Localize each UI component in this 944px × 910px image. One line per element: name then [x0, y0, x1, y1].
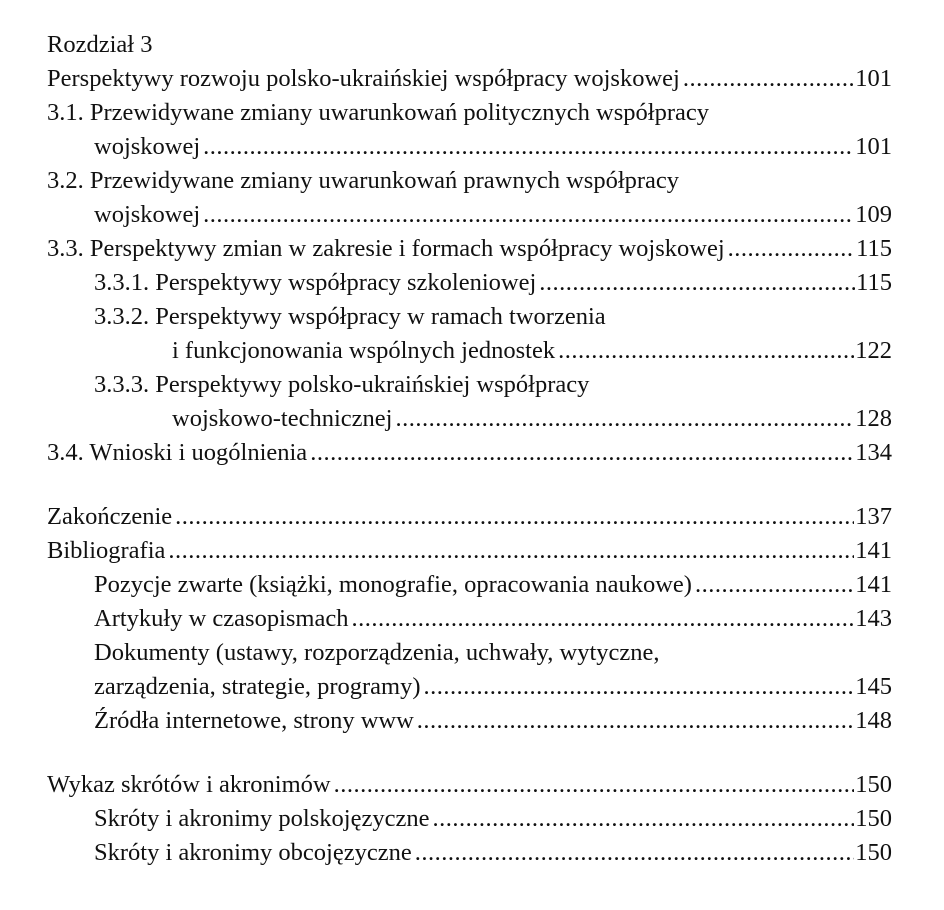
dot-leader [203, 198, 854, 232]
dot-leader [415, 836, 855, 870]
toc-entry-page: 145 [855, 673, 892, 700]
toc-entry-title: 3.3.2. Perspektywy współpracy w ramach tworzenia [94, 303, 606, 330]
toc-entry-3-3 [47, 232, 892, 266]
toc-entry-page: 134 [855, 439, 892, 466]
chapter-label: Rozdział 3 [47, 31, 153, 58]
toc-entry-title: Skróty i akronimy polskojęzyczne [94, 805, 430, 832]
toc-entry-3-1-line1 [47, 96, 892, 130]
toc-entry-title: Źródła internetowe, strony www [94, 707, 414, 734]
toc-entry-dokumenty-line1 [47, 636, 892, 670]
toc-entry-title-continued: wojskowej [94, 201, 201, 228]
toc-entry-page: 122 [855, 337, 892, 364]
dot-leader [334, 768, 855, 802]
toc-entry-title: 3.1. Przewidywane zmiany uwarunkowań politycznych współpracy [47, 99, 709, 126]
toc-entry-title: 3.4. Wnioski i uogólnienia [47, 439, 308, 466]
toc-entry-page: 141 [855, 537, 892, 564]
dot-leader [395, 402, 854, 436]
toc-entry-chapter-3 [47, 62, 892, 96]
toc-entry-title: 3.3.1. Perspektywy współpracy szkoleniowej [94, 269, 537, 296]
toc-entry-page: 101 [855, 133, 892, 160]
dot-leader [539, 266, 855, 300]
toc-entry-pozycje-zwarte [47, 568, 892, 602]
toc-entry-bibliografia [47, 534, 892, 568]
toc-entry-title: 3.2. Przewidywane zmiany uwarunkowań prawnych współpracy [47, 167, 680, 194]
toc-entry-3-2-line2 [47, 198, 892, 232]
toc-entry-page: 150 [855, 839, 892, 866]
toc-entry-page: 141 [855, 571, 892, 598]
toc-entry-title: Wykaz skrótów i akronimów [47, 771, 331, 798]
dot-leader [728, 232, 856, 266]
toc-entry-page: 115 [856, 235, 892, 262]
toc-entry-page: 150 [855, 805, 892, 832]
toc-entry-title: 3.3.3. Perspektywy polsko-ukraińskiej współpracy [94, 371, 590, 398]
toc-entry-title: Artykuły w czasopismach [94, 605, 349, 632]
toc-entry-title: Skróty i akronimy obcojęzyczne [94, 839, 412, 866]
section-spacer [47, 738, 892, 768]
dot-leader [351, 602, 854, 636]
dot-leader [168, 534, 854, 568]
toc-entry-3-3-2-line2 [47, 334, 892, 368]
toc-entry-3-3-3-line1 [47, 368, 892, 402]
dot-leader [417, 704, 854, 738]
toc-entry-3-3-1 [47, 266, 892, 300]
toc-entry-title-continued: wojskowej [94, 133, 201, 160]
dot-leader [310, 436, 854, 470]
dot-leader [423, 670, 854, 704]
toc-entry-title: Perspektywy rozwoju polsko-ukraińskiej współpracy wojskowej [47, 65, 680, 92]
dot-leader [175, 500, 854, 534]
toc-entry-page: 101 [855, 65, 892, 92]
toc-entry-page: 143 [855, 605, 892, 632]
toc-entry-3-1-line2 [47, 130, 892, 164]
dot-leader [558, 334, 854, 368]
toc-entry-skroty-obcojezyczne [47, 836, 892, 870]
dot-leader [203, 130, 854, 164]
toc-entry-page: 150 [855, 771, 892, 798]
toc-entry-page: 148 [855, 707, 892, 734]
toc-entry-title: Dokumenty (ustawy, rozporządzenia, uchwały, wytyczne, [94, 639, 660, 666]
table-of-contents [47, 28, 892, 870]
toc-entry-title: Zakończenie [47, 503, 173, 530]
section-spacer [47, 470, 892, 500]
toc-entry-page: 115 [856, 269, 892, 296]
toc-entry-title: Pozycje zwarte (książki, monografie, opracowania naukowe) [94, 571, 692, 598]
toc-entry-title: 3.3. Perspektywy zmian w zakresie i formach współpracy wojskowej [47, 235, 725, 262]
toc-entry-zakonczenie [47, 500, 892, 534]
toc-entry-page: 137 [855, 503, 892, 530]
toc-entry-skroty-polskojezyczne [47, 802, 892, 836]
toc-entry-artykuly [47, 602, 892, 636]
toc-entry-title-continued: i funkcjonowania wspólnych jednostek [172, 337, 556, 364]
toc-entry-zrodla-internetowe [47, 704, 892, 738]
dot-leader [695, 568, 854, 602]
toc-entry-title-continued: wojskowo-technicznej [172, 405, 393, 432]
toc-entry-dokumenty-line2 [47, 670, 892, 704]
toc-entry-3-3-3-line2 [47, 402, 892, 436]
dot-leader [683, 62, 854, 96]
toc-entry-title: Bibliografia [47, 537, 166, 564]
dot-leader [432, 802, 854, 836]
toc-entry-wykaz-skrotow [47, 768, 892, 802]
toc-entry-3-4 [47, 436, 892, 470]
toc-entry-title-continued: zarządzenia, strategie, programy) [94, 673, 421, 700]
toc-entry-page: 109 [855, 201, 892, 228]
toc-entry-3-3-2-line1 [47, 300, 892, 334]
toc-entry-3-2-line1 [47, 164, 892, 198]
toc-entry-page: 128 [855, 405, 892, 432]
